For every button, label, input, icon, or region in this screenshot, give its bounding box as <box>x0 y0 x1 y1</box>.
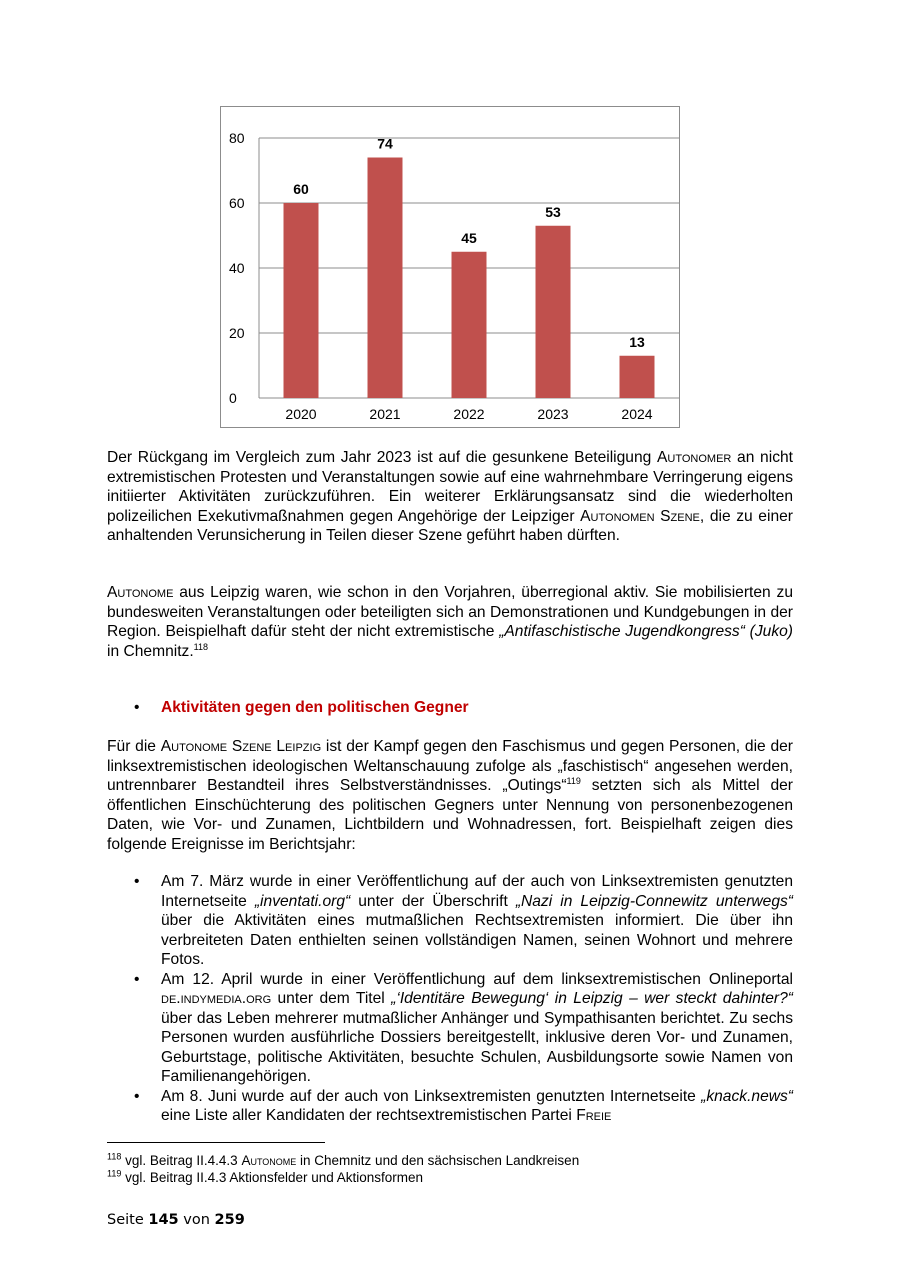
footnotes <box>107 1152 793 1186</box>
bar-chart <box>220 106 680 428</box>
p2-term-autonome: Autonome <box>107 584 174 601</box>
footnote-divider <box>107 1142 325 1143</box>
item2-text-a: Am 12. April wurde in einer Veröffentlichung auf dem linksextremistischen Onlineportal <box>161 970 793 988</box>
bar-2022 <box>452 252 487 398</box>
item1-text-c: über die Aktivitäten eines mutmaßlichen Rechtsextremisten informiert. Die über ihn verbreiteten Daten enthielten seinen vollständigen Namen, seinen Wohnort und mehrere Fotos. <box>161 912 793 968</box>
page-current: 145 <box>148 1212 179 1228</box>
list-item <box>107 970 793 1087</box>
data-label-2024: 13 <box>629 333 645 350</box>
bullet-icon: • <box>134 699 140 716</box>
data-label-2022: 45 <box>461 229 477 246</box>
x-tick-label: 2021 <box>369 406 401 422</box>
bar-chart-svg <box>221 107 679 427</box>
p3-term-autonome-szene-leipzig: Autonome Szene Leipzig <box>160 738 322 755</box>
page-middle: von <box>178 1212 215 1228</box>
bar-2021 <box>368 158 403 399</box>
p1-text-b: an nicht extremistischen Protesten und Veranstaltungen sowie auf eine wahrnehmbare Verringerung eigens initiierter Aktivitäten zurückzuführen. Ein weiterer Erklärungsansatz sind die wiederholten polizeilichen Exekutivmaßnahmen gegen Angehörige der Leipziger <box>107 449 793 525</box>
y-tick-label: 40 <box>229 260 245 276</box>
p2-text-a: aus Leipzig waren, wie schon in den Vorjahren, überregional aktiv. Sie mobilisierten zu bundesweiten Veranstaltungen oder beteiligten sich an Demonstrationen und Kundgebungen in der Region. Beispielhaft dafür steht der nicht extremistische <box>107 584 793 640</box>
item3-text-b: eine Liste aller Kandidaten der rechtsextremistischen Partei <box>161 1107 577 1124</box>
item2-text-b: unter dem Titel <box>271 990 392 1007</box>
y-tick-label: 80 <box>229 130 245 146</box>
data-label-2020: 60 <box>293 181 309 197</box>
page-total: 259 <box>214 1212 245 1228</box>
p3-text-b: ist der Kampf gegen den Faschismus und gegen Personen, die der linksextremistischen ideologischen Weltanschauung zufolge als „faschistisch“ angesehen werden, untrennbarer Bestandteil ihres Selbstverständnisses. „Outings“ <box>107 738 793 794</box>
data-label-2021: 74 <box>377 135 393 152</box>
x-tick-label: 2020 <box>285 406 317 422</box>
x-tick-label: 2022 <box>453 406 485 422</box>
y-tick-label: 20 <box>229 325 245 341</box>
p2-text-b: in Chemnitz. <box>107 642 194 660</box>
page-prefix: Seite <box>107 1212 149 1228</box>
paragraph-outings <box>107 737 793 854</box>
y-tick-label: 0 <box>229 390 237 406</box>
footnote-ref-119[interactable]: 119 <box>566 775 581 786</box>
section-heading-label: Aktivitäten gegen den politischen Gegner <box>161 699 469 716</box>
item1-headline: „Nazi in Leipzig-Connewitz unterwegs“ <box>515 892 793 910</box>
item1-text-a: Am 7. März wurde in einer Veröffentlichung auf der auch von Linksextremisten genutzten Internetseite <box>161 873 793 910</box>
x-tick-label: 2024 <box>621 406 653 422</box>
item1-website: „inventati.org“ <box>254 892 351 910</box>
p2-event-name: „Antifaschistische Jugendkongress“ (Juko) <box>499 623 793 640</box>
bar-2024 <box>620 356 655 398</box>
footnote-118 <box>107 1152 793 1169</box>
p3-text-c: setzten sich als Mittel der öffentlichen Einschüchterung des politischen Gegners unter Nennung von personenbezogenen Daten, wie Vor- und Zunamen, Lichtbildern und Wohnadressen, fort. Beispielhaft zeigen dies folgende Ereignisse im Berichtsjahr: <box>107 777 793 853</box>
item3-website: „knack.news“ <box>701 1087 793 1105</box>
paragraph-supraregional <box>107 583 793 661</box>
p1-term-autonomer: Autonomer <box>657 449 732 466</box>
list-item <box>107 1087 793 1126</box>
page-number <box>107 1212 245 1228</box>
item1-text-b: unter der Überschrift <box>350 892 516 910</box>
y-tick-label: 60 <box>229 195 245 211</box>
p1-text-a: Der Rückgang im Vergleich zum Jahr 2023 ist auf die gesunkene Beteiligung <box>107 449 657 466</box>
item3-text-a: Am 8. Juni wurde auf der auch von Linksextremisten genutzten Internetseite <box>161 1087 702 1105</box>
p1-text-c: , die zu einer anhaltenden Verunsicherung in Teilen dieser Szene geführt haben dürften. <box>107 507 793 544</box>
footnote-ref-118[interactable]: 118 <box>193 641 209 652</box>
p3-text-a: Für die <box>107 738 161 755</box>
list-item <box>107 872 793 970</box>
footnote-number: 119 <box>107 1168 122 1179</box>
footnote-number: 118 <box>107 1151 122 1162</box>
events-list <box>107 872 793 1126</box>
item2-portal: de.indymedia.org <box>161 990 272 1007</box>
paragraph-decline <box>107 448 793 546</box>
item2-text-c: über das Leben mehrerer mutmaßlicher Anhänger und Sympathisanten berichtet. Zu sechs Personen wurden ausführliche Dossiers bereitgestellt, inklusive deren Vor- und Zunamen, Geburtstage, politische Aktivitäten, besuchte Schulen, Ausbildungsorte sowie Namen von Familienangehörigen. <box>161 1009 793 1085</box>
footnote-term: Autonome <box>241 1153 297 1168</box>
data-label-2023: 53 <box>545 203 561 220</box>
bar-2020 <box>284 203 319 398</box>
footnote-text-a: vgl. Beitrag II.4.3 Aktionsfelder und Aktionsformen <box>121 1170 424 1185</box>
footnote-text-a: vgl. Beitrag II.4.4.3 <box>121 1153 242 1168</box>
x-tick-label: 2023 <box>537 406 569 422</box>
footnote-text-b: in Chemnitz und den sächsischen Landkreisen <box>296 1153 580 1168</box>
bullet-icon: • <box>134 873 140 890</box>
bullet-icon: • <box>134 1087 140 1105</box>
bar-2023 <box>536 226 571 398</box>
item2-title: „‘Identitäre Bewegung‘ in Leipzig – wer steckt dahinter?“ <box>391 990 793 1007</box>
item3-party: Freie <box>576 1107 612 1124</box>
footnote-119 <box>107 1169 793 1186</box>
bullet-icon: • <box>134 970 140 988</box>
p1-term-autonomen-szene: Autonomen Szene <box>580 507 700 525</box>
